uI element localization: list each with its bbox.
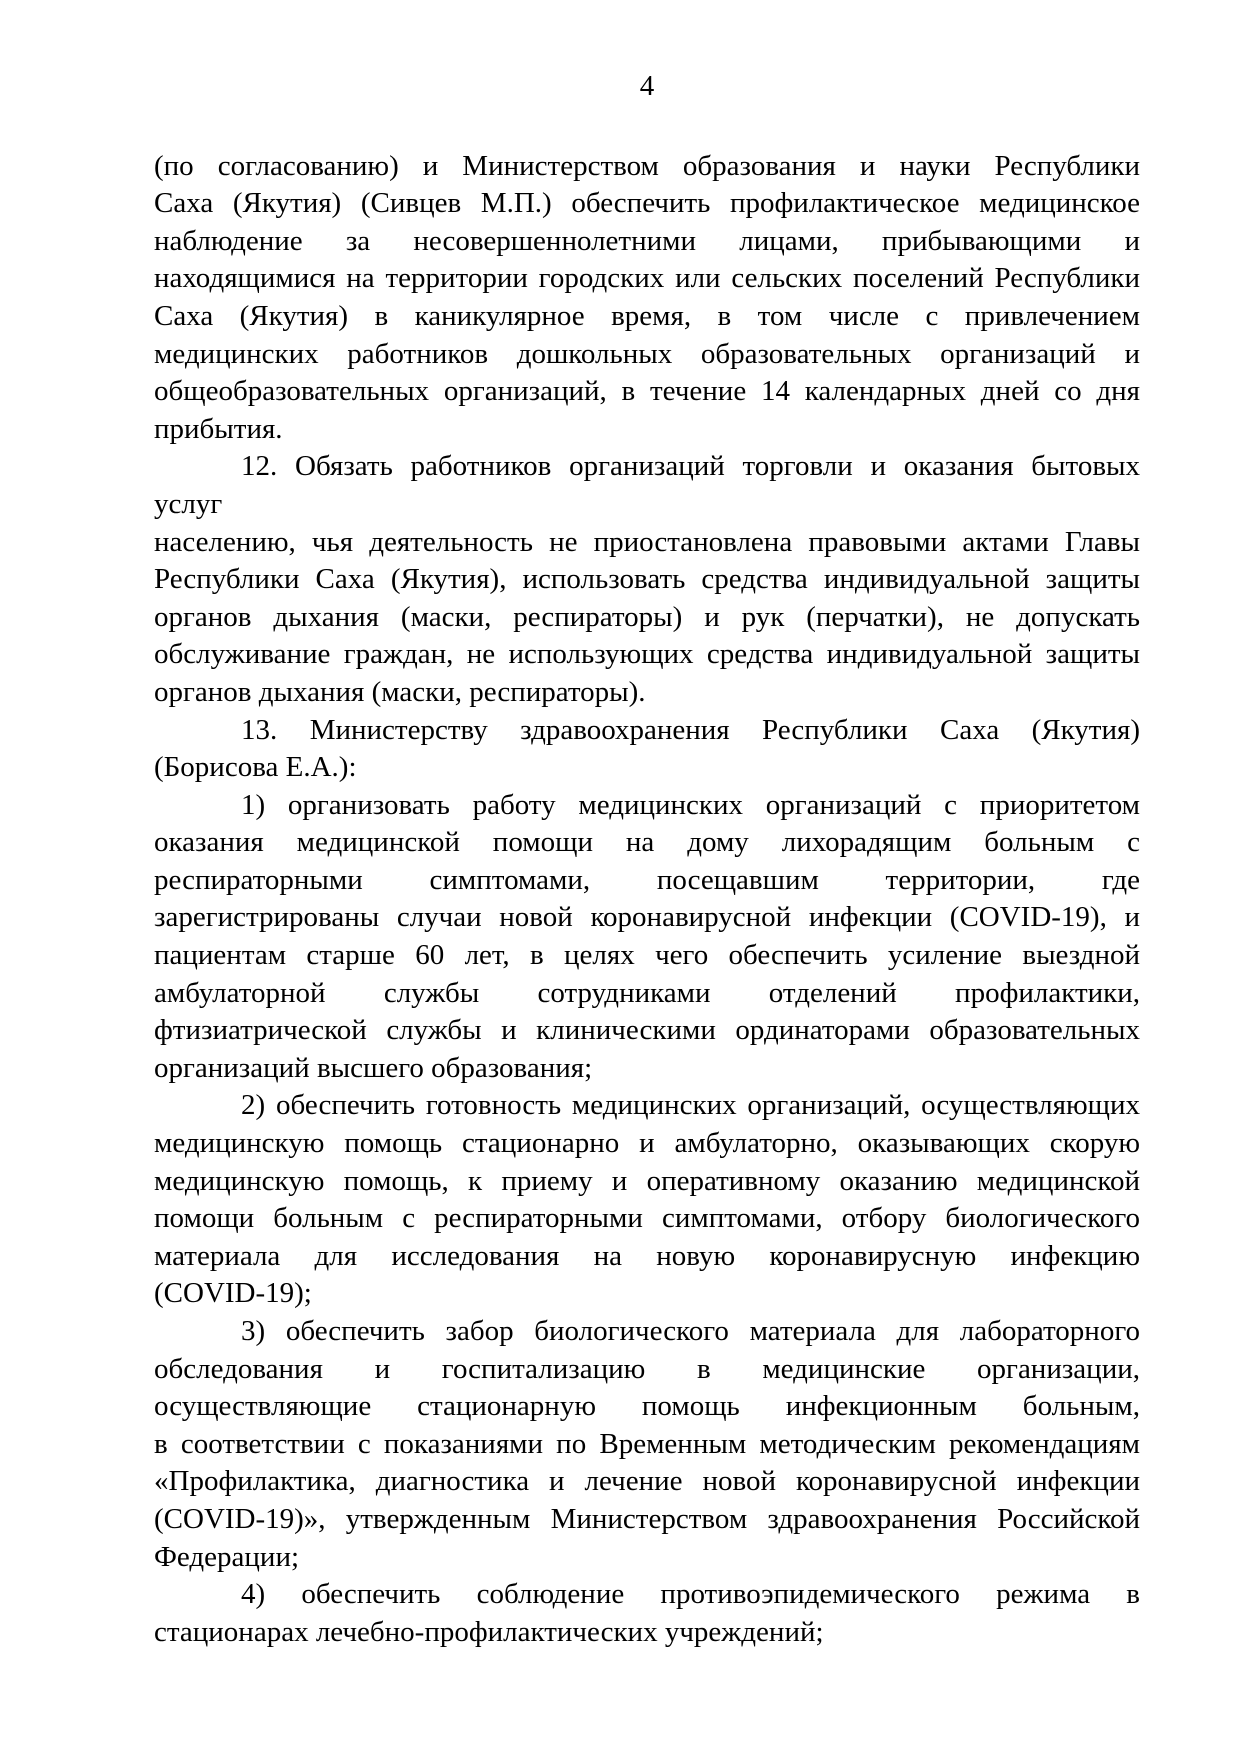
text-line: 12. Обязать работников организаций торговли и оказания бытовых услуг	[154, 450, 1140, 520]
paragraph	[154, 448, 1140, 711]
text-line: населению, чья деятельность не приостановлена правовыми актами Главы	[154, 525, 1140, 558]
text-line: пациентам старше 60 лет, в целях чего обеспечить усиление выездной	[154, 939, 1140, 972]
paragraph	[154, 148, 1140, 449]
text-line: общеобразовательных организаций, в течение 14 календарных дней со дня	[154, 375, 1140, 408]
text-line: фтизиатрической службы и клиническими ординаторами образовательных	[154, 1014, 1140, 1047]
text-line: организаций высшего образования;	[154, 1051, 593, 1084]
text-line: (COVID-19)», утвержденным Министерством здравоохранения Российской	[154, 1502, 1140, 1535]
text-line: 13. Министерству здравоохранения Республики Саха (Якутия)	[241, 713, 1140, 746]
text-line: 2) обеспечить готовность медицинских организаций, осуществляющих	[241, 1089, 1140, 1122]
text-line: респираторными симптомами, посещавшим территории, где	[154, 863, 1140, 896]
text-line: осуществляющие стационарную помощь инфекционным больным,	[154, 1390, 1140, 1423]
page-content	[154, 68, 1140, 1651]
text-line: медицинскую помощь стационарно и амбулаторно, оказывающих скорую	[154, 1127, 1140, 1160]
text-line: Саха (Якутия) (Сивцев М.П.) обеспечить профилактическое медицинское	[154, 187, 1140, 220]
text-line: (Борисова Е.А.):	[154, 751, 357, 784]
text-line: зарегистрированы случаи новой коронавирусной инфекции (COVID-19), и	[154, 901, 1140, 934]
text-line: находящимися на территории городских или сельских поселений Республики	[154, 262, 1140, 295]
page-number: 4	[639, 70, 655, 102]
text-line: (по согласованию) и Министерством образования и науки Республики	[154, 149, 1140, 182]
paragraph	[154, 1313, 1140, 1576]
text-line: 4) обеспечить соблюдение противоэпидемического режима в	[241, 1578, 1140, 1611]
paragraph	[154, 1087, 1140, 1313]
text-line: 1) организовать работу медицинских организаций с приоритетом	[241, 788, 1140, 821]
paragraph	[154, 787, 1140, 1088]
document-body	[154, 148, 1140, 1652]
text-line: оказания медицинской помощи на дому лихорадящим больным с	[154, 826, 1140, 859]
paragraph	[154, 712, 1140, 787]
text-line: органов дыхания (маски, респираторы).	[154, 675, 646, 708]
text-line: медицинскую помощь, к приему и оперативному оказанию медицинской	[154, 1164, 1140, 1197]
paragraph	[154, 1576, 1140, 1651]
text-line: органов дыхания (маски, респираторы) и рук (перчатки), не допускать	[154, 600, 1140, 633]
text-line: 3) обеспечить забор биологического материала для лабораторного	[241, 1315, 1140, 1347]
text-line: стационарах лечебно-профилактических учреждений;	[154, 1615, 824, 1648]
text-line: в соответствии с показаниями по Временным методическим рекомендациям	[154, 1427, 1140, 1460]
text-line: материала для исследования на новую коронавирусную инфекцию	[154, 1239, 1140, 1272]
text-line: обследования и госпитализацию в медицинские организации,	[154, 1352, 1140, 1385]
text-line: амбулаторной службы сотрудниками отделений профилактики,	[154, 976, 1140, 1009]
text-line: медицинских работников дошкольных образовательных организаций и	[154, 337, 1140, 370]
text-line: наблюдение за несовершеннолетними лицами, прибывающими и	[154, 224, 1140, 257]
text-line: (COVID-19);	[154, 1277, 312, 1310]
text-line: Республики Саха (Якутия), использовать средства индивидуальной защиты	[154, 563, 1140, 596]
text-line: Саха (Якутия) в каникулярное время, в том числе с привлечением	[154, 299, 1140, 332]
text-line: «Профилактика, диагностика и лечение новой коронавирусной инфекции	[154, 1465, 1140, 1498]
text-line: помощи больным с респираторными симптомами, отбору биологического	[154, 1202, 1140, 1235]
text-line: обслуживание граждан, не использующих средства индивидуальной защиты	[154, 638, 1140, 671]
text-line: Федерации;	[154, 1540, 300, 1573]
text-line: прибытия.	[154, 412, 283, 445]
